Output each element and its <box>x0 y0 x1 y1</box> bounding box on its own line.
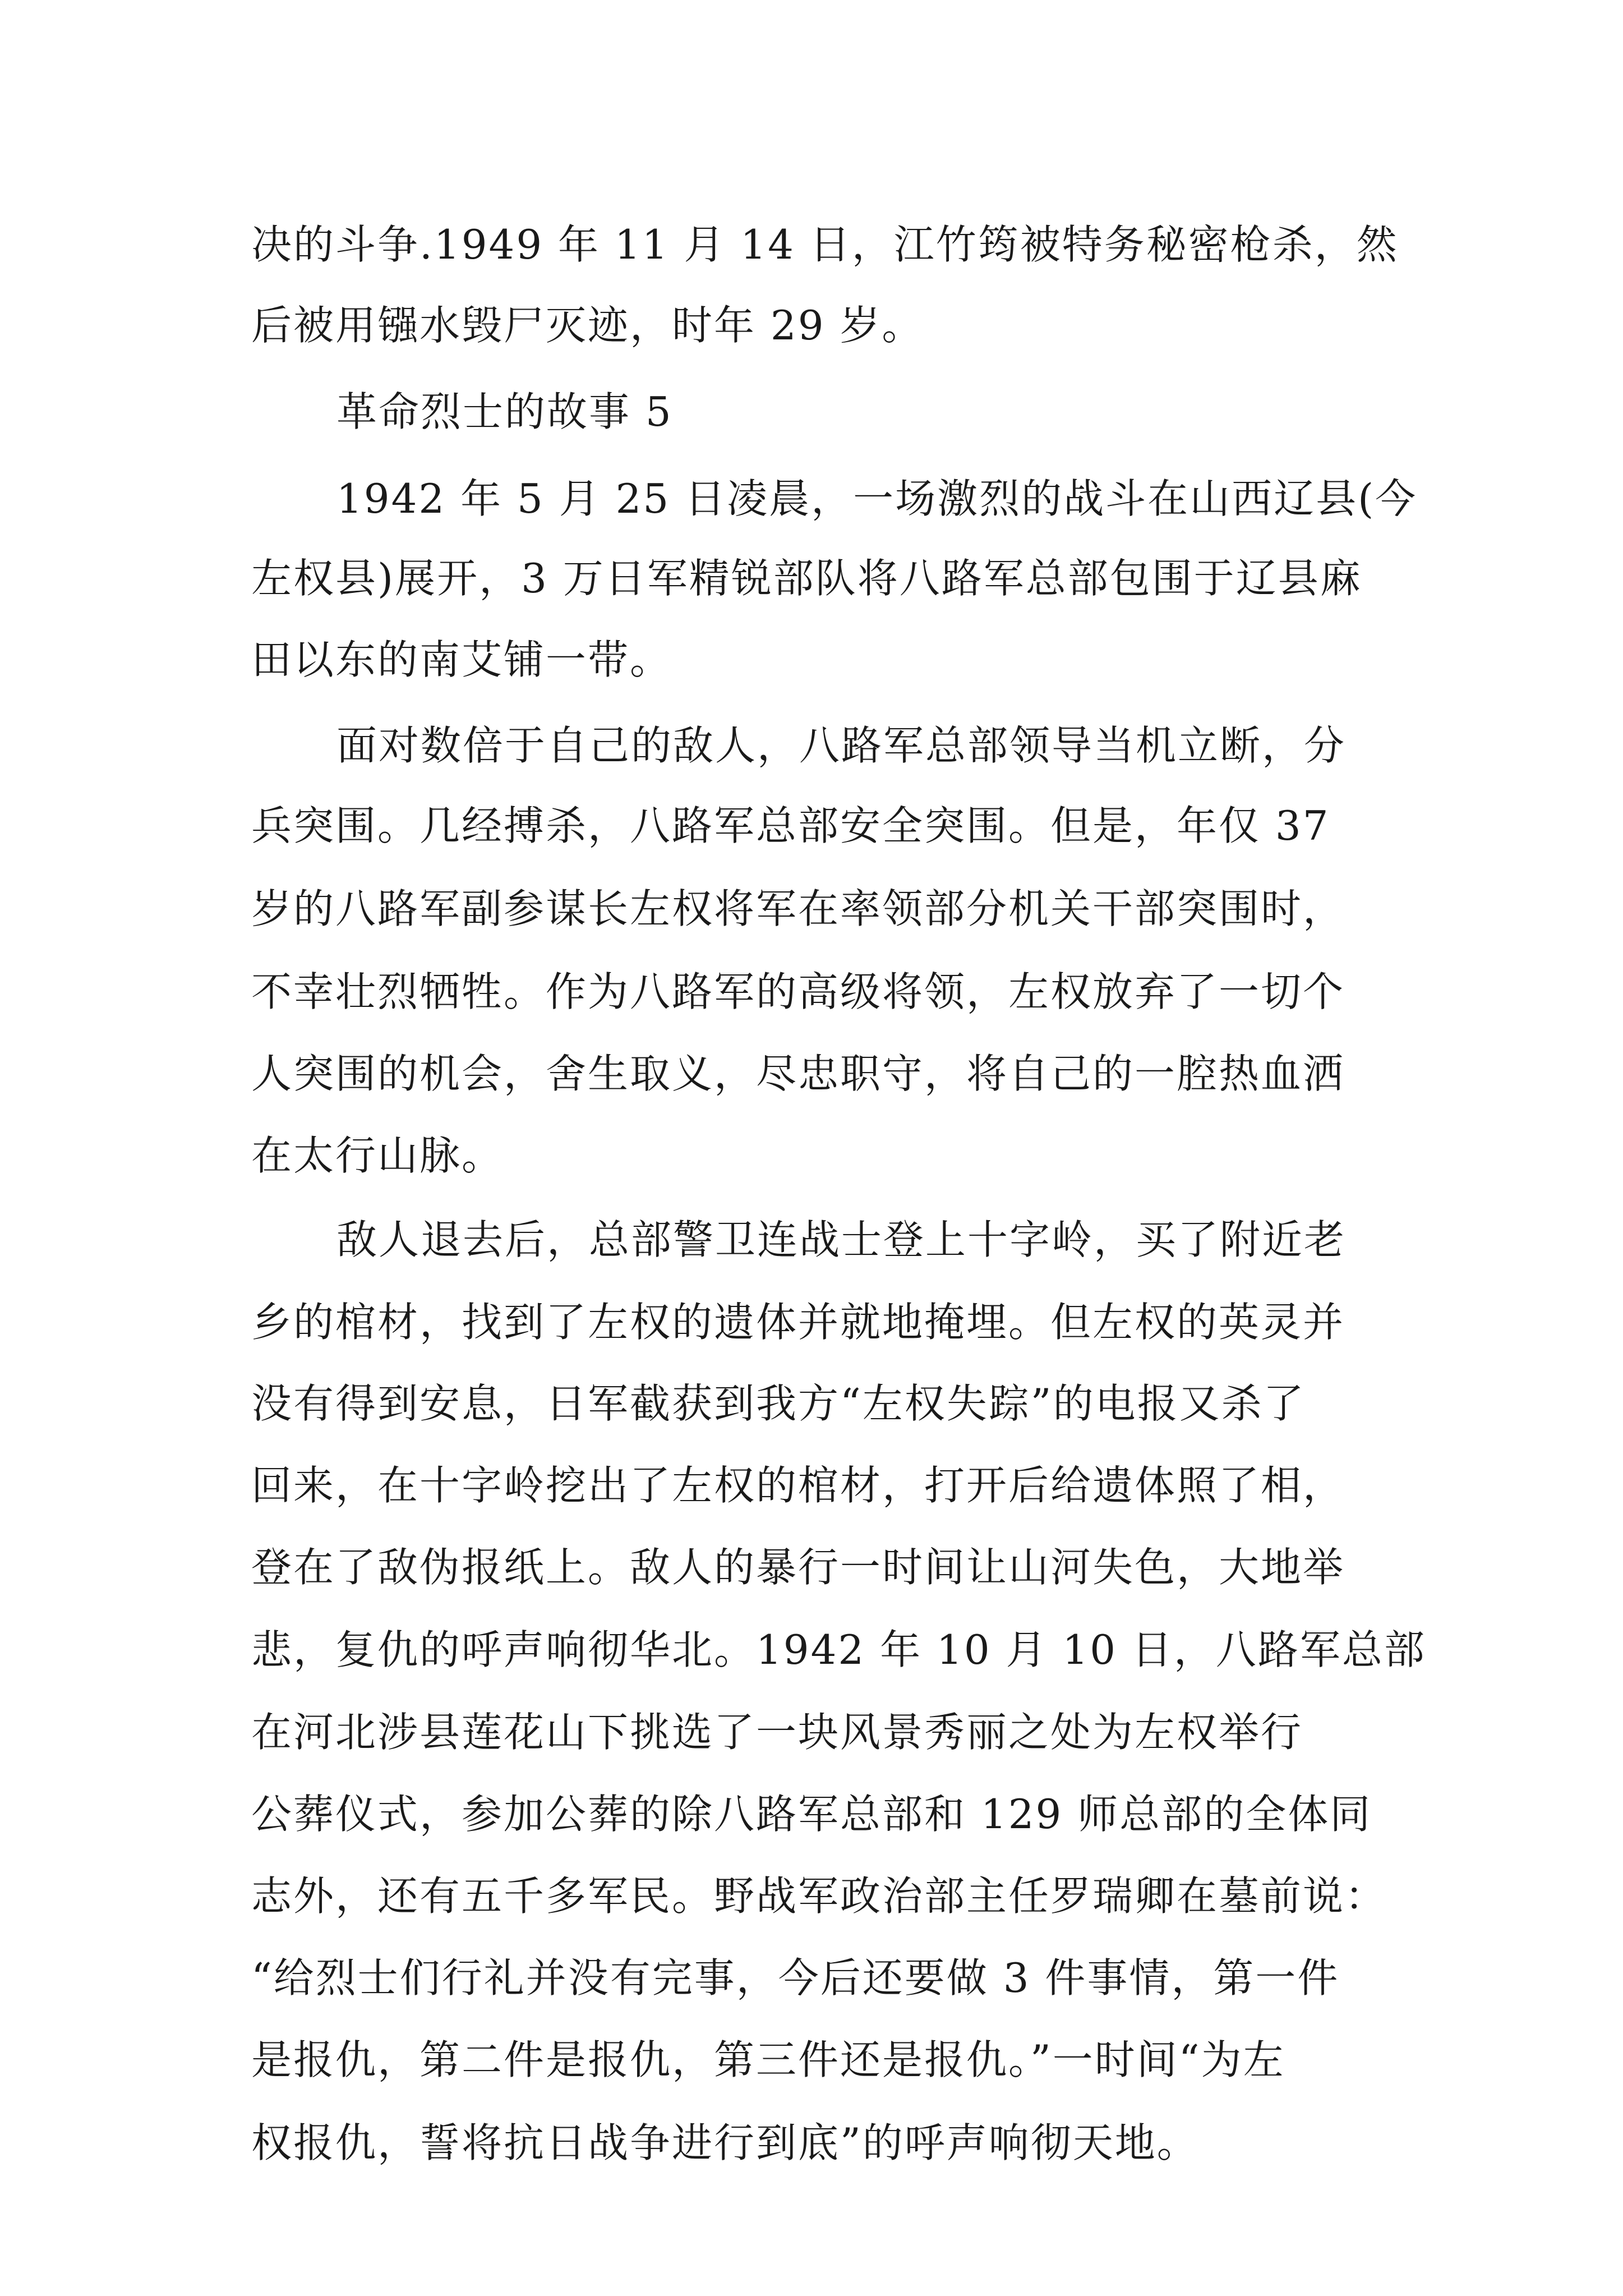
paragraph-line: 登在了敌伪报纸上。敌人的暴行一时间让山河失色，大地举 <box>251 1544 1345 1591</box>
paragraph-line: 人突围的机会，舍生取义，尽忠职守，将自己的一腔热血洒 <box>251 1050 1345 1097</box>
section-heading: 革命烈士的故事 5 <box>336 388 673 435</box>
paragraph-line: 在太行山脉。 <box>251 1132 504 1179</box>
paragraph-line: 没有得到安息，日军截获到我方“左权失踪”的电报又杀了 <box>251 1380 1306 1427</box>
paragraph-line: “给烈士们行礼并没有完事，今后还要做 3 件事情，第一件 <box>251 1954 1340 2001</box>
paragraph-line: 乡的棺材，找到了左权的遗体并就地掩埋。但左权的英灵并 <box>251 1299 1345 1346</box>
paragraph-line: 回来，在十字岭挖出了左权的棺材，打开后给遗体照了相， <box>251 1462 1345 1509</box>
paragraph-line: 田以东的南艾铺一带。 <box>251 636 672 683</box>
paragraph-line: 面对数倍于自己的敌人，八路军总部领导当机立断，分 <box>336 722 1347 769</box>
paragraph-line: 悲，复仇的呼声响彻华北。1942 年 10 月 10 日，八路军总部 <box>251 1626 1426 1673</box>
fragment-line: 后被用镪水毁尸灭迹，时年 29 岁。 <box>251 302 924 349</box>
paragraph-line: 是报仇，第二件是报仇，第三件还是报仇。”一时间“为左 <box>251 2036 1285 2083</box>
paragraph-line: 1942 年 5 月 25 日凌晨，一场激烈的战斗在山西辽县(今 <box>336 475 1418 522</box>
paragraph-line: 志外，还有五千多军民。野战军政治部主任罗瑞卿在墓前说： <box>251 1872 1387 1920</box>
paragraph-line: 左权县)展开，3 万日军精锐部队将八路军总部包围于辽县麻 <box>251 555 1362 602</box>
paragraph-line: 不幸壮烈牺牲。作为八路军的高级将领，左权放弃了一切个 <box>251 968 1345 1015</box>
paragraph-line: 公葬仪式，参加公葬的除八路军总部和 129 师总部的全体同 <box>251 1791 1372 1838</box>
paragraph-line: 兵突围。几经搏杀，八路军总部安全突围。但是，年仅 37 <box>251 802 1330 849</box>
fragment-line: 决的斗争.1949 年 11 月 14 日，江竹筠被特务秘密枪杀，然 <box>251 221 1399 268</box>
paragraph-line: 敌人退去后，总部警卫连战士登上十字岭，买了附近老 <box>336 1216 1347 1263</box>
paragraph-line: 在河北涉县莲花山下挑选了一块风景秀丽之处为左权举行 <box>251 1709 1303 1756</box>
paragraph-line: 岁的八路军副参谋长左权将军在率领部分机关干部突围时， <box>251 885 1345 932</box>
paragraph-line: 权报仇，誓将抗日战争进行到底”的呼声响彻天地。 <box>251 2119 1199 2166</box>
